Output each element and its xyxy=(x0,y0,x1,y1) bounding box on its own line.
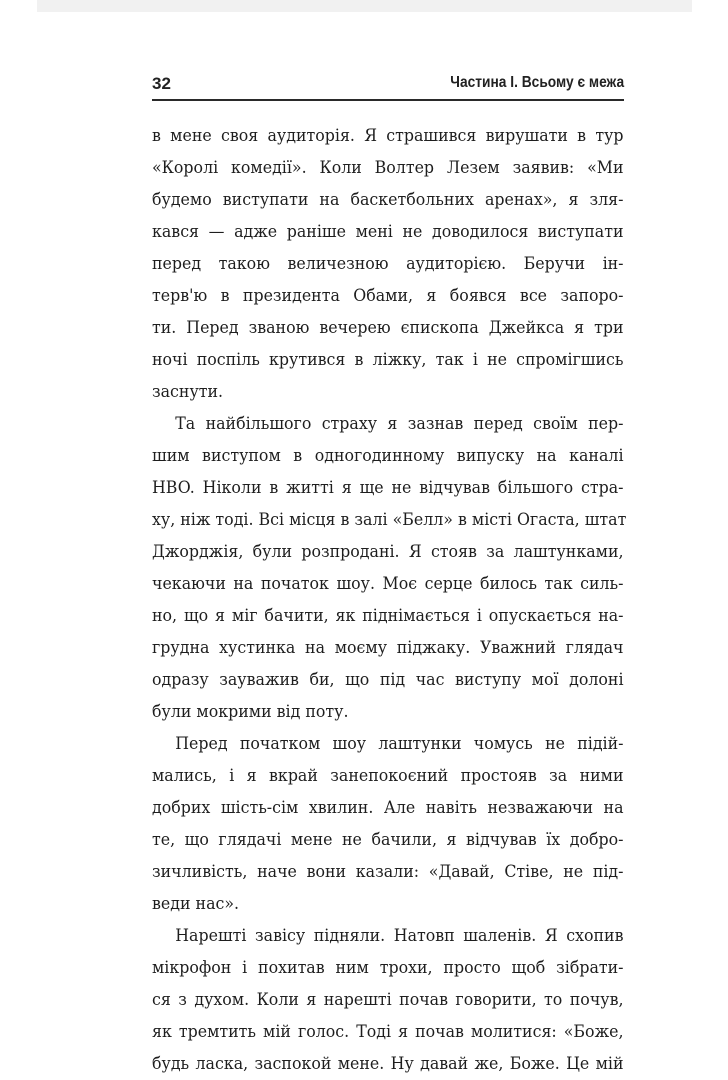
text-line: HBO. Ніколи в житті я ще не відчував більшого стра- xyxy=(152,478,624,498)
text-line: терв'ю в президента Обами, я боявся все запоро- xyxy=(152,286,624,306)
text-line: одразу зауважив би, що під час виступу мої долоні xyxy=(152,670,624,690)
paragraph xyxy=(152,728,624,920)
body-text xyxy=(152,120,627,1080)
text-line: Та найбільшого страху я зазнав перед своїм пер- xyxy=(175,414,624,434)
text-line: в мене своя аудиторія. Я страшився вирушати в тур xyxy=(152,126,624,146)
text-line: добрих шість-сім хвилин. Але навіть незважаючи на xyxy=(152,798,624,818)
header-rule xyxy=(152,99,624,101)
text-line: заснути. xyxy=(152,382,224,402)
text-line: но, що я міг бачити, як піднімається і опускається на- xyxy=(152,606,624,626)
text-line: Джорджія, були розпродані. Я стояв за лаштунками, xyxy=(152,542,624,562)
paragraph xyxy=(152,408,627,728)
text-line: шим виступом в одногодинному випуску на каналі xyxy=(152,446,624,466)
text-line: будь ласка, заспокой мене. Ну давай же, Боже. Це мій xyxy=(152,1054,624,1074)
text-line: Перед початком шоу лаштунки чомусь не підій- xyxy=(175,734,624,754)
text-line: ночі поспіль крутився в ліжку, так і не спромігшись xyxy=(152,350,624,370)
text-line: мались, і я вкрай занепокоєний простояв за ними xyxy=(152,766,624,786)
text-line: ся з духом. Коли я нарешті почав говорити, то почув, xyxy=(152,990,624,1010)
text-line: мікрофон і похитав ним трохи, просто щоб зібрати- xyxy=(152,958,624,978)
text-line: ти. Перед званою вечерею єпископа Джейкса я три xyxy=(152,318,624,338)
text-line: ху, ніж тоді. Всі місця в залі «Белл» в місті Огаста, штат xyxy=(152,510,627,530)
page-number: 32 xyxy=(152,74,171,93)
running-head: Частина I. Всьому є межа xyxy=(450,74,624,91)
text-line: як тремтить мій голос. Тоді я почав молитися: «Боже, xyxy=(152,1022,624,1042)
page-header xyxy=(152,70,624,100)
text-line: кався — адже раніше мені не доводилося виступати xyxy=(152,222,624,242)
text-line: чекаючи на початок шоу. Моє серце билось так силь- xyxy=(152,574,624,594)
text-line: Нарешті завісу підняли. Натовп шаленів. Я схопив xyxy=(175,926,624,946)
top-edge-strip xyxy=(37,0,692,12)
text-line: зичливість, наче вони казали: «Давай, Стіве, не під- xyxy=(152,862,624,882)
text-line: веди нас». xyxy=(152,894,240,914)
text-line: «Королі комедії». Коли Волтер Лезем заявив: «Ми xyxy=(152,158,624,178)
text-line: грудна хустинка на моєму піджаку. Уважний глядач xyxy=(152,638,624,658)
text-line: перед такою величезною аудиторією. Беручи ін- xyxy=(152,254,624,274)
text-line: будемо виступати на баскетбольних аренах», я зля- xyxy=(152,190,624,210)
paragraph xyxy=(152,120,624,408)
text-line: були мокрими від поту. xyxy=(152,702,349,722)
text-line: те, що глядачі мене не бачили, я відчував їх добро- xyxy=(152,830,624,850)
paragraph xyxy=(152,920,624,1080)
